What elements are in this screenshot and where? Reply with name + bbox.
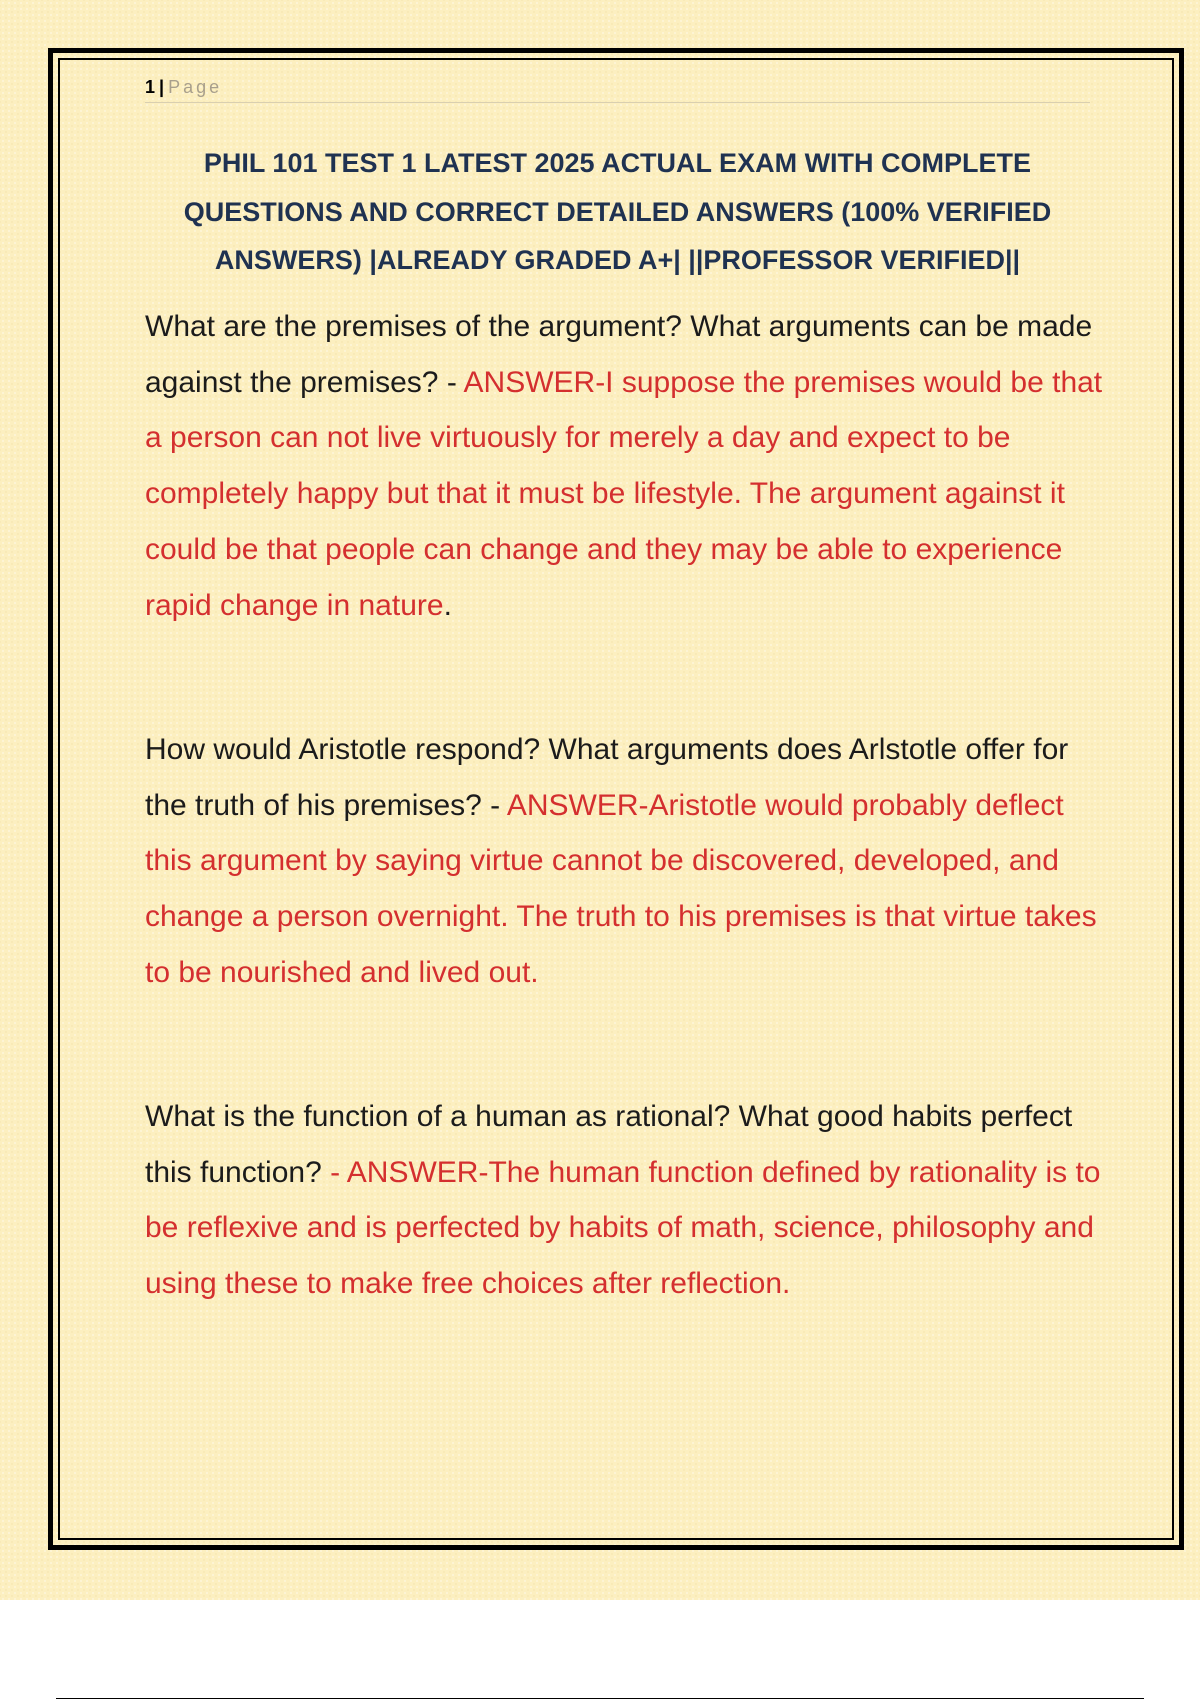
question-text: What are the premises of the argument? What arguments can be made against the premises? - xyxy=(145,310,1093,399)
qa-item xyxy=(145,722,1105,1001)
answer-text: - ANSWER-The human function defined by rationality is to be reflexive and is perfected by habits of math, science, philosophy and using these to make free choices after reflection. xyxy=(145,1155,1101,1301)
answer-trailing: . xyxy=(443,588,452,622)
question-text: How would Aristotle respond? What arguments does Arlstotle offer for the truth of his premises? - xyxy=(145,733,1069,822)
page-label: Page xyxy=(168,77,223,97)
answer-text: ANSWER-I suppose the premises would be that a person can not live virtuously for merely a day and expect to be completely happy but that it must be lifestyle. The argument against it could be that people can change and they may be able to experience rapid change in nature xyxy=(145,365,1103,622)
qa-item xyxy=(145,299,1105,633)
page-header xyxy=(145,74,1090,103)
answer-text: ANSWER-Aristotle would probably deflect this argument by saying virtue cannot be discovered, developed, and change a person overnight. The truth to his premises is that virtue takes to be nourished and lived out. xyxy=(145,788,1097,989)
page-number: 1 xyxy=(145,77,156,97)
bottom-divider xyxy=(56,1698,1144,1699)
document-title: PHIL 101 TEST 1 LATEST 2025 ACTUAL EXAM WITH COMPLETE QUESTIONS AND CORRECT DETAILED ANSWERS (100% VERIFIED ANSWERS) |ALREADY GRADED A+| ||PROFESSOR VERIFIED|| xyxy=(183,148,1052,275)
question-text: What is the function of a human as rational? What good habits perfect this function? xyxy=(145,1100,1073,1189)
page-separator: | xyxy=(159,77,165,97)
qa-item xyxy=(145,1089,1105,1312)
